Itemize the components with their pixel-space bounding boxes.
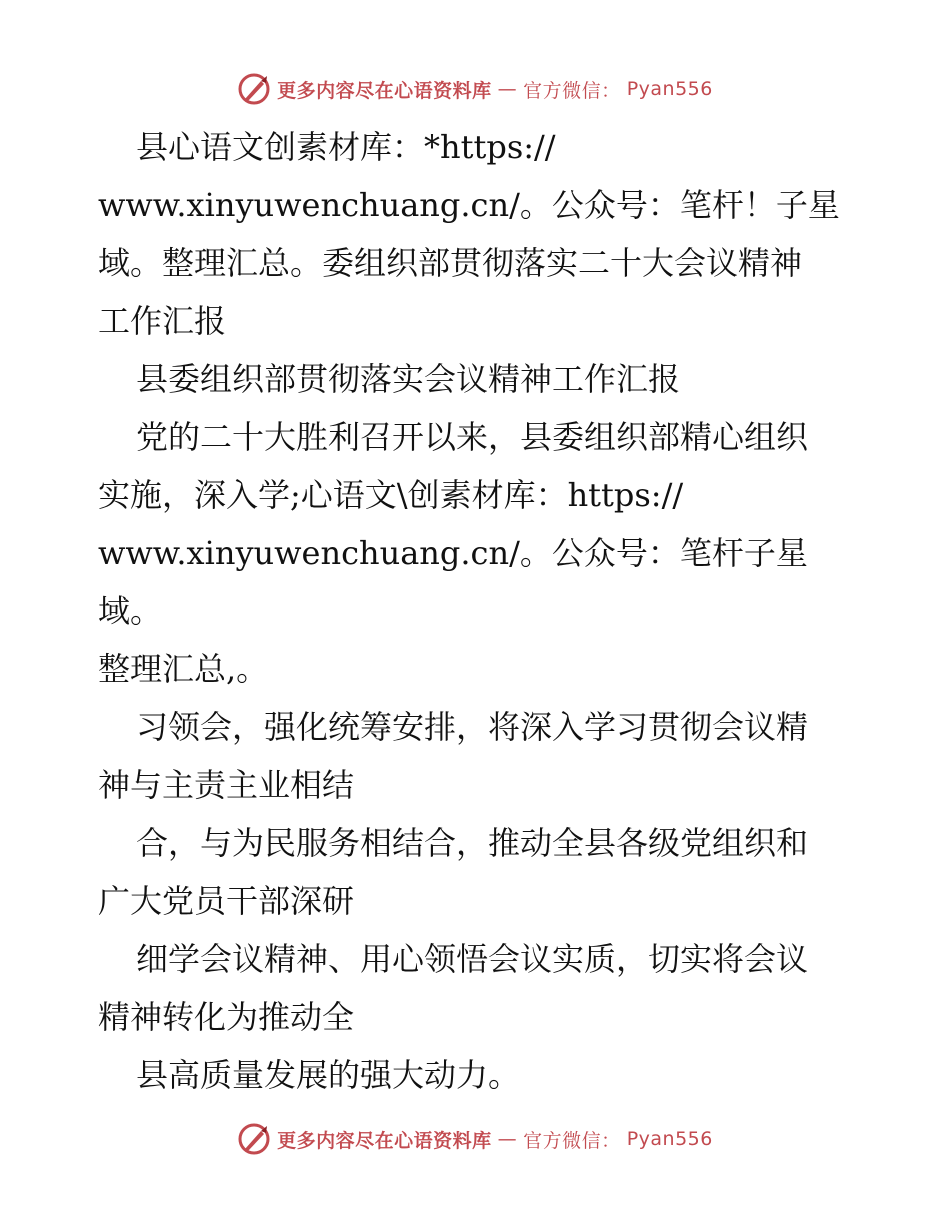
- paragraph-transform: 细学会议精神、用心领悟会议实质，切实将会议 精神转化为推动全: [98, 940, 809, 1036]
- paragraph-conclusion: 县高质量发展的强大动力。: [136, 1056, 521, 1094]
- banner-brand-text: 更多内容尽在心语资料库: [277, 79, 492, 102]
- quill-pen-logo-icon: [237, 1122, 271, 1156]
- document-title: 县委组织部贯彻落实会议精神工作汇报: [136, 360, 681, 398]
- footer-banner: [0, 1122, 950, 1156]
- paragraph-service: 合，与为民服务相结合，推动全县各级党组织和 广大党员干部深研: [98, 824, 809, 920]
- banner-official-label: 官方微信：: [523, 79, 621, 102]
- banner-dash: —: [497, 78, 518, 100]
- banner-brand-text: 更多内容尽在心语资料库: [277, 1129, 492, 1152]
- banner-dash: —: [497, 1128, 518, 1150]
- quill-pen-logo-icon: [237, 72, 271, 106]
- banner-wechat-handle: Pyan556: [626, 1128, 713, 1150]
- banner-wechat-handle: Pyan556: [626, 78, 713, 100]
- paragraph-study: 习领会，强化统筹安排，将深入学习贯彻会议精 神与主责主业相结: [98, 708, 809, 804]
- paragraph-intro: 党的二十大胜利召开以来，县委组织部精心组织 实施，深入学;心语文\创素材库：https:// www.xinyuwenchuang.cn/。公众号：笔杆子星域。 整理汇总,。: [98, 418, 809, 688]
- paragraph-source-note: 县心语文创素材库：*https:// www.xinyuwenchuang.cn/。公众号：笔杆！子星 域。整理汇总。委组织部贯彻落实二十大会议精神 工作汇报: [98, 128, 840, 340]
- banner-official-label: 官方微信：: [523, 1129, 621, 1152]
- header-banner: [0, 72, 950, 106]
- document-body: [98, 118, 858, 1104]
